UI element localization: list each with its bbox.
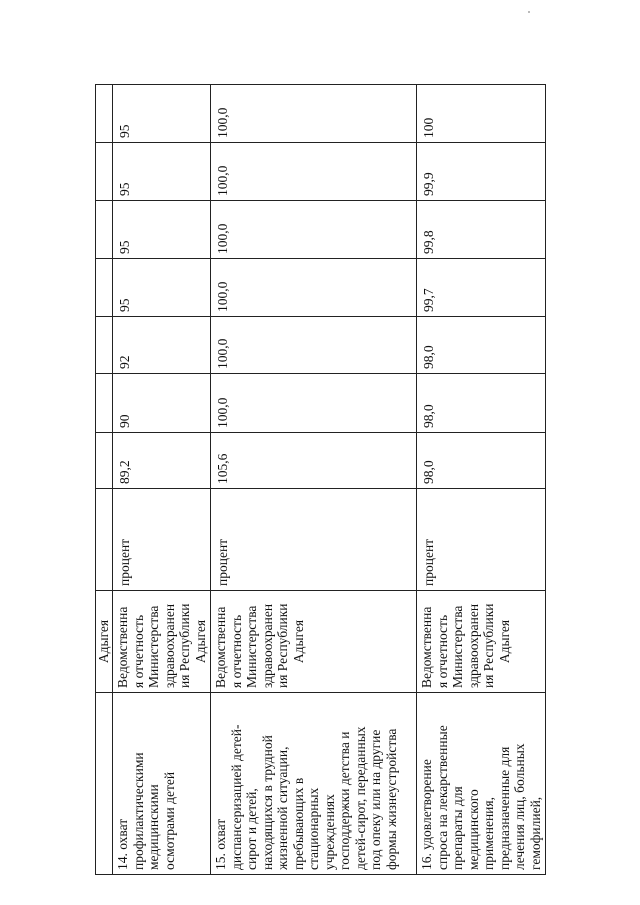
header-cell-empty — [96, 693, 113, 875]
unit-cell: процент — [113, 489, 211, 591]
indicator-name-cell — [211, 693, 417, 875]
indicator-name-line: жизненной ситуации, — [275, 746, 290, 870]
indicator-name-line: препараты для — [450, 786, 465, 870]
header-cell-empty — [96, 85, 113, 143]
source-line: Министерства — [450, 605, 465, 688]
value-cell: 100,0 — [211, 374, 417, 433]
indicator-name-cell — [417, 693, 546, 875]
indicator-name-line: лечения лиц, больных — [512, 743, 527, 870]
indicator-name-line: диспансеризацией детей- — [228, 724, 244, 870]
header-cell-empty — [96, 374, 113, 433]
indicator-name-line: осмотрами детей — [161, 771, 177, 870]
source-line: Адыгея — [290, 619, 306, 664]
source-line: я отчетность — [130, 614, 146, 688]
header-cell-continuation — [96, 591, 113, 693]
indicator-name-line: гемофилией, — [527, 796, 543, 870]
value-cell: 100,0 — [211, 85, 417, 143]
table-row — [113, 85, 211, 875]
indicator-table — [95, 84, 546, 875]
indicator-name-line: формы жизнеустройства — [383, 728, 399, 870]
unit-cell: процент — [211, 489, 417, 591]
value-cell: 90 — [113, 374, 211, 433]
indicator-name-line: предназначенные для — [496, 746, 512, 870]
header-cell-empty — [96, 201, 113, 259]
value-cell: 100,0 — [211, 259, 417, 317]
value-cell: 99,7 — [417, 259, 546, 317]
source-line: здравоохранен — [465, 603, 481, 688]
indicator-name-line: сирот и детей, — [244, 788, 259, 870]
indicator-name-line: 15. охват — [213, 818, 228, 870]
source-line: Ведомственна — [419, 606, 434, 688]
indicator-name-cell — [113, 693, 211, 875]
source-line: Ведомственна — [115, 606, 130, 688]
indicator-name-line: находящихся в трудной — [259, 735, 275, 870]
indicator-name-line: учреждениях — [321, 794, 337, 870]
header-cell-empty — [96, 259, 113, 317]
source-line: я отчетность — [434, 614, 450, 688]
header-continuation-text: Адыгея — [96, 619, 111, 664]
source-line: здравоохранен — [161, 603, 177, 688]
indicator-name-line: применения, — [481, 797, 496, 870]
value-cell: 100 — [417, 85, 546, 143]
table-row — [211, 85, 417, 875]
header-cell-empty — [96, 433, 113, 489]
source-line: здравоохранен — [259, 603, 275, 688]
header-cell-empty — [96, 143, 113, 201]
indicator-name-line: 14. охват — [115, 818, 130, 870]
value-cell: 95 — [113, 85, 211, 143]
value-cell: 100,0 — [211, 317, 417, 374]
value-cell: 105,6 — [211, 433, 417, 489]
value-cell: 89,2 — [113, 433, 211, 489]
value-cell: 100,0 — [211, 143, 417, 201]
indicator-name-line: детей-сирот, переданных — [352, 726, 368, 870]
table-header-continuation-row — [96, 85, 113, 875]
indicator-name-line: медицинскими — [146, 784, 161, 870]
value-cell: 99,9 — [417, 143, 546, 201]
scan-speck — [528, 11, 530, 13]
value-cell: 98,0 — [417, 317, 546, 374]
source-cell — [113, 591, 211, 693]
source-line: Ведомственна — [213, 606, 228, 688]
table-row — [417, 85, 546, 875]
value-cell: 98,0 — [417, 433, 546, 489]
source-line: ия Республики — [275, 603, 290, 688]
value-cell: 95 — [113, 143, 211, 201]
rotated-table-wrapper — [95, 85, 543, 875]
indicator-name-line: стационарных — [306, 787, 321, 870]
source-cell — [211, 591, 417, 693]
unit-cell: процент — [417, 489, 546, 591]
value-cell: 98,0 — [417, 374, 546, 433]
indicator-name-line: спроса на лекарственные — [434, 725, 450, 870]
indicator-name-line: господдержки детства и — [337, 731, 352, 870]
source-line: Адыгея — [192, 619, 208, 664]
source-line: ия Республики — [481, 603, 496, 688]
value-cell: 100,0 — [211, 201, 417, 259]
indicator-name-line: пребывающих в — [290, 777, 306, 870]
source-line: Адыгея — [496, 619, 512, 664]
indicator-name-line: медицинского — [465, 789, 481, 870]
header-cell-empty — [96, 489, 113, 591]
source-line: я отчетность — [228, 614, 244, 688]
value-cell: 95 — [113, 201, 211, 259]
source-cell — [417, 591, 546, 693]
indicator-name-line: профилактическими — [130, 752, 146, 870]
indicator-name-line: 16. удовлетворение — [419, 759, 434, 870]
header-cell-empty — [96, 317, 113, 374]
indicator-name-line: под опеку или на другие — [368, 729, 383, 870]
source-line: Министерства — [244, 605, 259, 688]
value-cell: 99,8 — [417, 201, 546, 259]
value-cell: 92 — [113, 317, 211, 374]
value-cell: 95 — [113, 259, 211, 317]
source-line: ия Республики — [177, 603, 192, 688]
source-line: Министерства — [146, 605, 161, 688]
